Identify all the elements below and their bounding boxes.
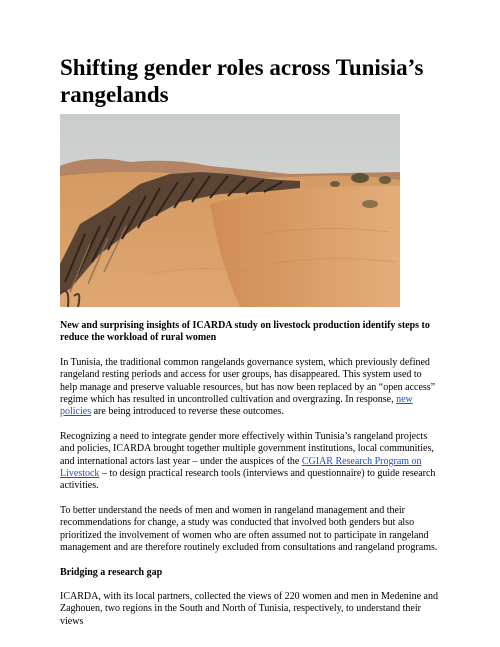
paragraph-governance-text-1: In Tunisia, the traditional common rangelands governance system, which previously defined rangeland resting periods and access for user groups, has disappeared. This system used to help manage and preserve valuable resources, but has now been replaced by an “open access” regime which has resulted in uncontrolled cultivation and overgrazing. In response, [60, 356, 436, 406]
paragraph-governance [60, 357, 440, 419]
paragraph-gender [60, 431, 440, 493]
paragraph-gender-text-2: – to design practical research tools (interviews and questionnaire) to guide research activities. [60, 468, 436, 492]
section-heading: Bridging a research gap [60, 566, 163, 578]
article-body [60, 320, 440, 640]
article-lead: New and surprising insights of ICARDA study on livestock production identify steps to reduce the workload of rural women [60, 320, 430, 344]
cgiar-livestock-link[interactable]: CGIAR Research Program on Livestock [60, 455, 422, 480]
paragraph-governance-text-2: are being introduced to reverse these outcomes. [91, 406, 284, 418]
paragraph-research: ICARDA, with its local partners, collected the views of 220 women and men in Medenine and Zaghouen, two regions in the South and North of Tunisia, respectively, to understand their views [60, 590, 438, 627]
paragraph-study: To better understand the needs of men and women in rangeland management and their recommendations for change, a study was conducted that involved both genders but also prioritized the involvement of women who are often assumed not to participate in rangeland management and are therefore routinely excluded from consultations and rangeland programs. [60, 504, 438, 554]
new-policies-link[interactable]: new policies [60, 394, 413, 418]
paragraph-gender-text-1: Recognizing a need to integrate gender more effectively within Tunisia’s rangeland projects and policies, ICARDA brought together multiple government institutions, local communities, and international actors last year – under the auspices of the [60, 430, 434, 467]
article-title: Shifting gender roles across Tunisia’s rangelands [60, 55, 424, 107]
desert-rangeland-photo [60, 114, 400, 307]
